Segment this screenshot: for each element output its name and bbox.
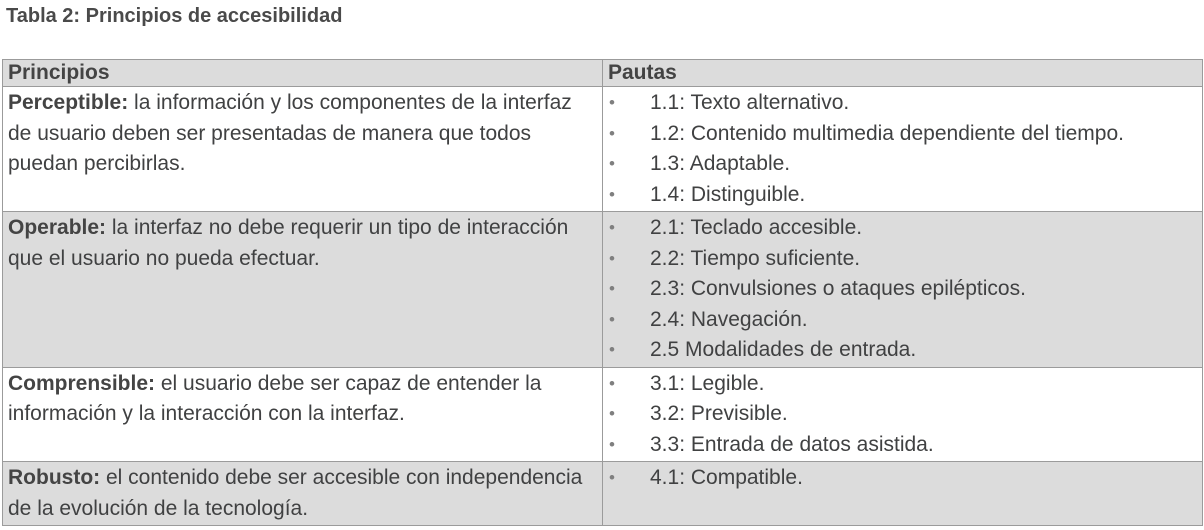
bullet-icon: •: [609, 123, 615, 143]
guideline-text: 1.4: Distinguible.: [650, 182, 806, 206]
principle-cell: [3, 87, 603, 212]
guideline-text: 1.1: Texto alternativo.: [650, 91, 850, 114]
bullet-icon: •: [609, 218, 615, 237]
list-item: [608, 244, 1196, 275]
list-item: [608, 335, 1196, 366]
bullet-icon: •: [609, 248, 615, 268]
guidelines-cell: [603, 212, 1203, 368]
guideline-text: 2.4: Navegación.: [650, 307, 808, 331]
guideline-text: 1.2: Contenido multimedia dependiente del tiempo.: [650, 121, 1124, 145]
guideline-text: 4.1: Compatible.: [650, 466, 803, 489]
guidelines-list: [608, 369, 1196, 461]
principle-description: el usuario debe ser capaz de entender la información y la interacción con la interfaz.: [8, 371, 542, 425]
guidelines-cell: [603, 367, 1203, 462]
principle-term: Comprensible:: [8, 371, 156, 395]
bullet-icon: •: [609, 184, 615, 204]
bullet-icon: •: [609, 154, 615, 173]
list-item: [608, 119, 1196, 150]
bullet-icon: •: [609, 404, 615, 423]
principle-term: Operable:: [8, 216, 107, 239]
guidelines-list: [608, 463, 1196, 494]
principle-description: el contenido debe ser accesible con independencia de la evolución de la tecnología.: [8, 466, 583, 520]
table-row: [3, 367, 1203, 462]
list-item: [608, 399, 1196, 430]
list-item: [608, 305, 1196, 336]
guideline-text: 2.5 Modalidades de entrada.: [650, 338, 917, 361]
guideline-text: 2.2: Tiempo suficiente.: [650, 246, 861, 270]
bullet-icon: •: [609, 373, 615, 393]
table-row: [3, 87, 1203, 212]
guideline-text: 1.3: Adaptable.: [650, 152, 791, 175]
bullet-icon: •: [609, 279, 615, 298]
list-item: [608, 463, 1196, 494]
list-item: [608, 180, 1196, 211]
guideline-text: 3.2: Previsible.: [650, 402, 788, 425]
table-row: [3, 462, 1203, 526]
guideline-text: 2.1: Teclado accesible.: [650, 216, 863, 239]
table-caption: Tabla 2: Principios de accesibilidad: [6, 5, 343, 27]
list-item: [608, 430, 1196, 461]
principles-table: [2, 59, 1203, 526]
guidelines-list: [608, 88, 1196, 210]
principle-term: Robusto:: [8, 466, 101, 489]
bullet-icon: •: [609, 434, 615, 454]
principle-cell: [3, 367, 603, 462]
bullet-icon: •: [609, 340, 615, 359]
list-item: [608, 213, 1196, 244]
table-row: [3, 212, 1203, 368]
guidelines-cell: [603, 462, 1203, 526]
guideline-text: 2.3: Convulsiones o ataques epilépticos.: [650, 277, 1026, 300]
list-item: [608, 274, 1196, 305]
header-principios: Principios: [3, 60, 603, 87]
principle-cell: [3, 462, 603, 526]
principle-description: la interfaz no debe requerir un tipo de interacción que el usuario no pueda efectuar.: [8, 216, 569, 270]
principle-cell: [3, 212, 603, 368]
guideline-text: 3.3: Entrada de datos asistida.: [650, 432, 934, 456]
guidelines-cell: [603, 87, 1203, 212]
principle-description: la información y los componentes de la interfaz de usuario deben ser presentadas de manera que todos puedan percibirlas.: [8, 91, 572, 175]
principle-term: Perceptible:: [8, 91, 129, 114]
guidelines-list: [608, 213, 1196, 366]
list-item: [608, 88, 1196, 119]
guideline-text: 3.1: Legible.: [650, 371, 765, 395]
list-item: [608, 149, 1196, 180]
bullet-icon: •: [609, 93, 615, 112]
table-header-row: [3, 60, 1203, 87]
header-pautas: Pautas: [603, 60, 1203, 87]
bullet-icon: •: [609, 468, 615, 487]
list-item: [608, 369, 1196, 400]
bullet-icon: •: [609, 309, 615, 329]
